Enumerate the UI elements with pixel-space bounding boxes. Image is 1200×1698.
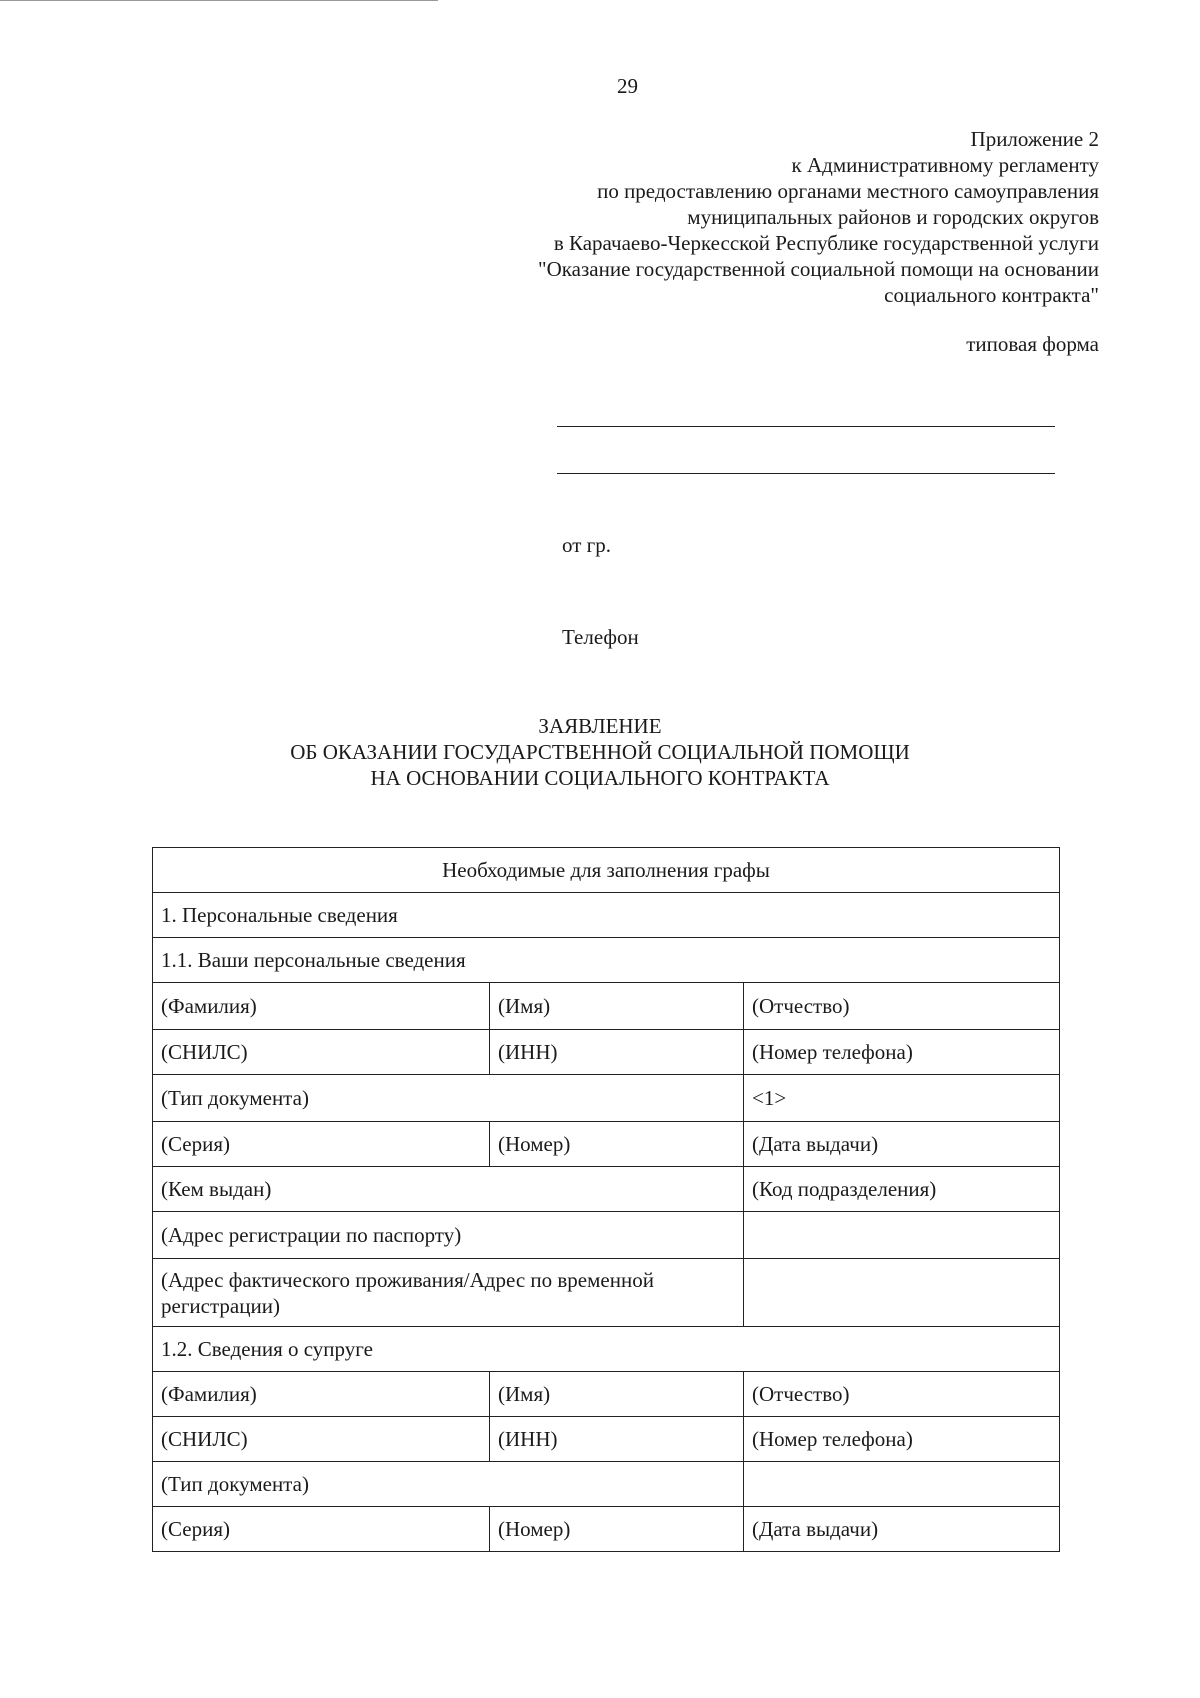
subsection-your-info: 1.1. Ваши персональные сведения [153,938,1060,983]
subsection-row [153,938,1060,983]
table-row [153,1372,1060,1417]
footnote-marker: <1> [744,1075,1060,1122]
header-line: социального контракта" [884,283,1099,307]
division-code-field[interactable]: (Код подразделения) [744,1167,1060,1212]
table-header-row [153,848,1060,893]
spouse-name-field[interactable]: (Имя) [490,1372,744,1417]
application-form-table [152,847,1060,1552]
phone-number-field[interactable]: (Номер телефона) [744,1030,1060,1075]
issued-by-field[interactable]: (Кем выдан) [153,1167,744,1212]
table-row [153,1507,1060,1552]
table-row [153,1122,1060,1167]
table-row [153,1075,1060,1122]
scan-edge-line [0,0,438,1]
spouse-phone-field[interactable]: (Номер телефона) [744,1417,1060,1462]
header-line: Приложение 2 [970,127,1099,151]
table-row [153,1167,1060,1212]
spouse-snils-field[interactable]: (СНИЛС) [153,1417,490,1462]
spouse-surname-field[interactable]: (Фамилия) [153,1372,490,1417]
patronymic-field[interactable]: (Отчество) [744,983,1060,1030]
surname-field[interactable]: (Фамилия) [153,983,490,1030]
subsection-spouse-info: 1.2. Сведения о супруге [153,1327,1060,1372]
document-title [240,713,960,791]
table-row [153,1462,1060,1507]
spouse-issue-date-field[interactable]: (Дата выдачи) [744,1507,1060,1552]
title-line-2: ОБ ОКАЗАНИИ ГОСУДАРСТВЕННОЙ СОЦИАЛЬНОЙ ПОМОЩИ [290,740,910,764]
table-row [153,1212,1060,1259]
name-field[interactable]: (Имя) [490,983,744,1030]
page-number: 29 [617,74,638,98]
table-row [153,983,1060,1030]
series-field[interactable]: (Серия) [153,1122,490,1167]
title-line-3: НА ОСНОВАНИИ СОЦИАЛЬНОГО КОНТРАКТА [370,766,830,790]
header-line: к Административному регламенту [791,153,1099,177]
recipient-blank-line-2[interactable] [557,473,1055,474]
spouse-series-field[interactable]: (Серия) [153,1507,490,1552]
title-line-1: ЗАЯВЛЕНИЕ [538,714,662,738]
phone-label: Телефон [562,625,639,649]
empty-cell[interactable] [744,1212,1060,1259]
spouse-document-type-field[interactable]: (Тип документа) [153,1462,744,1507]
appendix-header [538,126,1099,308]
from-citizen-label: от гр. [562,533,612,557]
document-type-field[interactable]: (Тип документа) [153,1075,744,1122]
spouse-inn-field[interactable]: (ИНН) [490,1417,744,1462]
snils-field[interactable]: (СНИЛС) [153,1030,490,1075]
subsection-row [153,1327,1060,1372]
section-personal-info: 1. Персональные сведения [153,893,1060,938]
recipient-blank-line-1[interactable] [557,426,1055,427]
spouse-number-field[interactable]: (Номер) [490,1507,744,1552]
empty-cell[interactable] [744,1259,1060,1327]
header-line: муниципальных районов и городских округов [687,205,1099,229]
form-type-label: типовая форма [966,332,1099,356]
table-header-cell: Необходимые для заполнения графы [153,848,1060,893]
actual-address-field[interactable]: (Адрес фактического проживания/Адрес по временной регистрации) [153,1259,744,1327]
spouse-patronymic-field[interactable]: (Отчество) [744,1372,1060,1417]
table-row [153,1417,1060,1462]
empty-cell[interactable] [744,1462,1060,1507]
header-line: по предоставлению органами местного самоуправления [597,179,1099,203]
registration-address-field[interactable]: (Адрес регистрации по паспорту) [153,1212,744,1259]
section-row [153,893,1060,938]
table-row [153,1259,1060,1327]
number-field[interactable]: (Номер) [490,1122,744,1167]
header-line: в Карачаево-Черкесской Республике государственной услуги [553,231,1099,255]
issue-date-field[interactable]: (Дата выдачи) [744,1122,1060,1167]
inn-field[interactable]: (ИНН) [490,1030,744,1075]
header-line: "Оказание государственной социальной помощи на основании [538,257,1099,281]
table-row [153,1030,1060,1075]
